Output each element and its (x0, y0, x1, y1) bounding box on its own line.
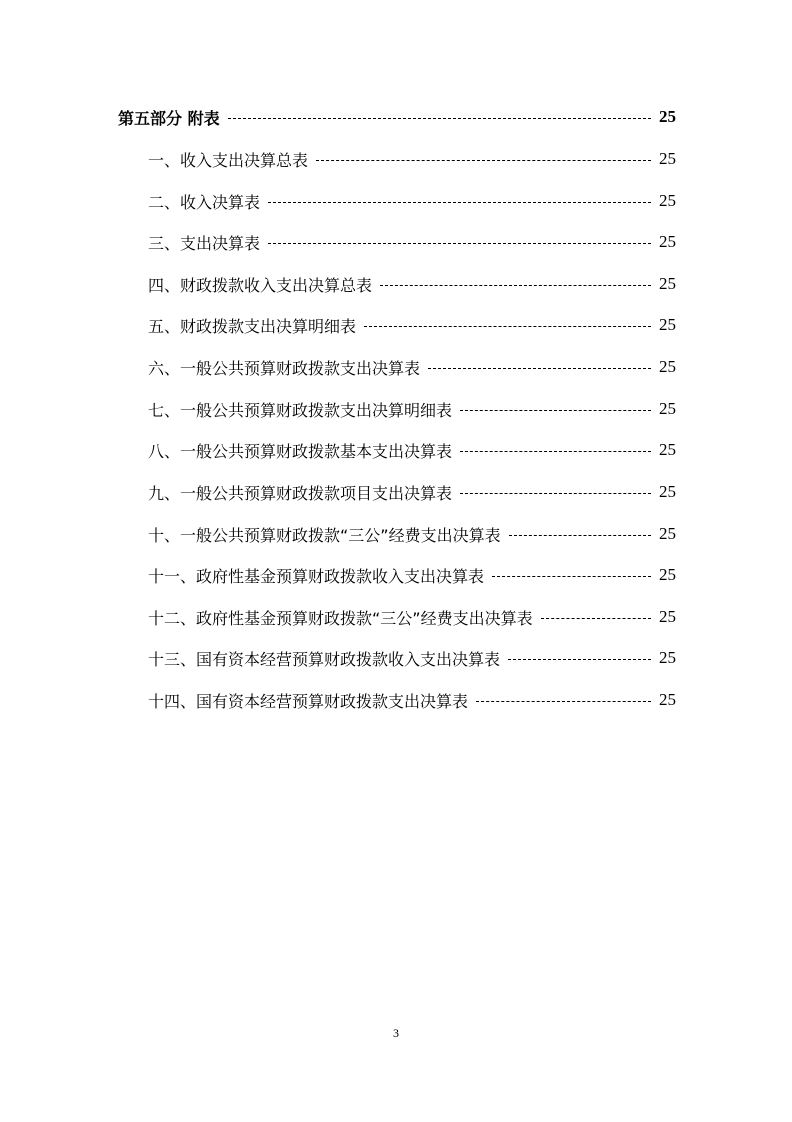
toc-leader (428, 368, 651, 369)
toc-entry[interactable] (148, 478, 676, 506)
toc-entry-title: 二、收入决算表 (148, 192, 261, 212)
toc-entry-page: 25 (659, 482, 676, 501)
toc-entry[interactable] (148, 644, 676, 672)
toc-leader (380, 285, 651, 286)
toc-entry[interactable] (148, 603, 676, 631)
toc-leader (316, 160, 651, 161)
toc-leader (460, 451, 651, 452)
toc-leader (228, 118, 651, 119)
toc-leader (509, 535, 651, 536)
toc-entry-page: 25 (659, 274, 676, 293)
toc-entry-page: 25 (659, 149, 676, 168)
toc-entry[interactable] (148, 353, 676, 381)
toc-leader (508, 659, 651, 660)
toc-leader (492, 576, 651, 577)
toc-heading-page: 25 (659, 107, 676, 126)
toc-entry-title: 十一、政府性基金预算财政拨款收入支出决算表 (148, 566, 485, 586)
toc-entry-title: 七、一般公共预算财政拨款支出决算明细表 (148, 400, 453, 420)
page-number: 3 (393, 1026, 399, 1040)
toc-leader (364, 326, 651, 327)
toc-leader (268, 202, 651, 203)
toc-entry-page: 25 (659, 191, 676, 210)
toc-entry-title: 十四、国有资本经营预算财政拨款支出决算表 (148, 691, 469, 711)
toc-entry[interactable] (148, 187, 676, 215)
toc-entry[interactable] (148, 270, 676, 298)
toc-leader (268, 243, 651, 244)
toc-entry-page: 25 (659, 357, 676, 376)
toc-entry[interactable] (148, 311, 676, 339)
toc-entry[interactable] (148, 436, 676, 464)
toc-entry-page: 25 (659, 524, 676, 543)
toc-entry-page: 25 (659, 399, 676, 418)
toc-entry-page: 25 (659, 690, 676, 709)
toc-entry-title: 十二、政府性基金预算财政拨款“三公”经费支出决算表 (148, 608, 533, 628)
toc-entry[interactable] (148, 145, 676, 173)
toc-entry-title: 六、一般公共预算财政拨款支出决算表 (148, 358, 421, 378)
toc-entry-title: 四、财政拨款收入支出决算总表 (148, 275, 373, 295)
toc-heading[interactable] (118, 103, 676, 131)
toc-entry-page: 25 (659, 232, 676, 251)
toc-entry[interactable] (148, 395, 676, 423)
toc-entry[interactable] (148, 228, 676, 256)
toc-entry[interactable] (148, 686, 676, 714)
toc-entry-title: 五、财政拨款支出决算明细表 (148, 316, 357, 336)
toc-entry-page: 25 (659, 648, 676, 667)
toc-entry-page: 25 (659, 440, 676, 459)
toc-entry-title: 八、一般公共预算财政拨款基本支出决算表 (148, 441, 453, 461)
toc-entry-title: 九、一般公共预算财政拨款项目支出决算表 (148, 483, 453, 503)
toc-entry-title: 一、收入支出决算总表 (148, 150, 309, 170)
toc-entry-title: 十三、国有资本经营预算财政拨款收入支出决算表 (148, 649, 501, 669)
toc-entry[interactable] (148, 561, 676, 589)
toc-heading-title: 第五部分 附表 (118, 108, 220, 128)
toc-entry-title: 十、一般公共预算财政拨款“三公”经费支出决算表 (148, 525, 501, 545)
toc-entry-title: 三、支出决算表 (148, 233, 261, 253)
toc-leader (460, 493, 651, 494)
toc-entry-page: 25 (659, 607, 676, 626)
toc-leader (541, 618, 651, 619)
toc-entry-page: 25 (659, 315, 676, 334)
toc-leader (460, 410, 651, 411)
toc-leader (476, 701, 651, 702)
toc-entry[interactable] (148, 520, 676, 548)
toc-entry-page: 25 (659, 565, 676, 584)
